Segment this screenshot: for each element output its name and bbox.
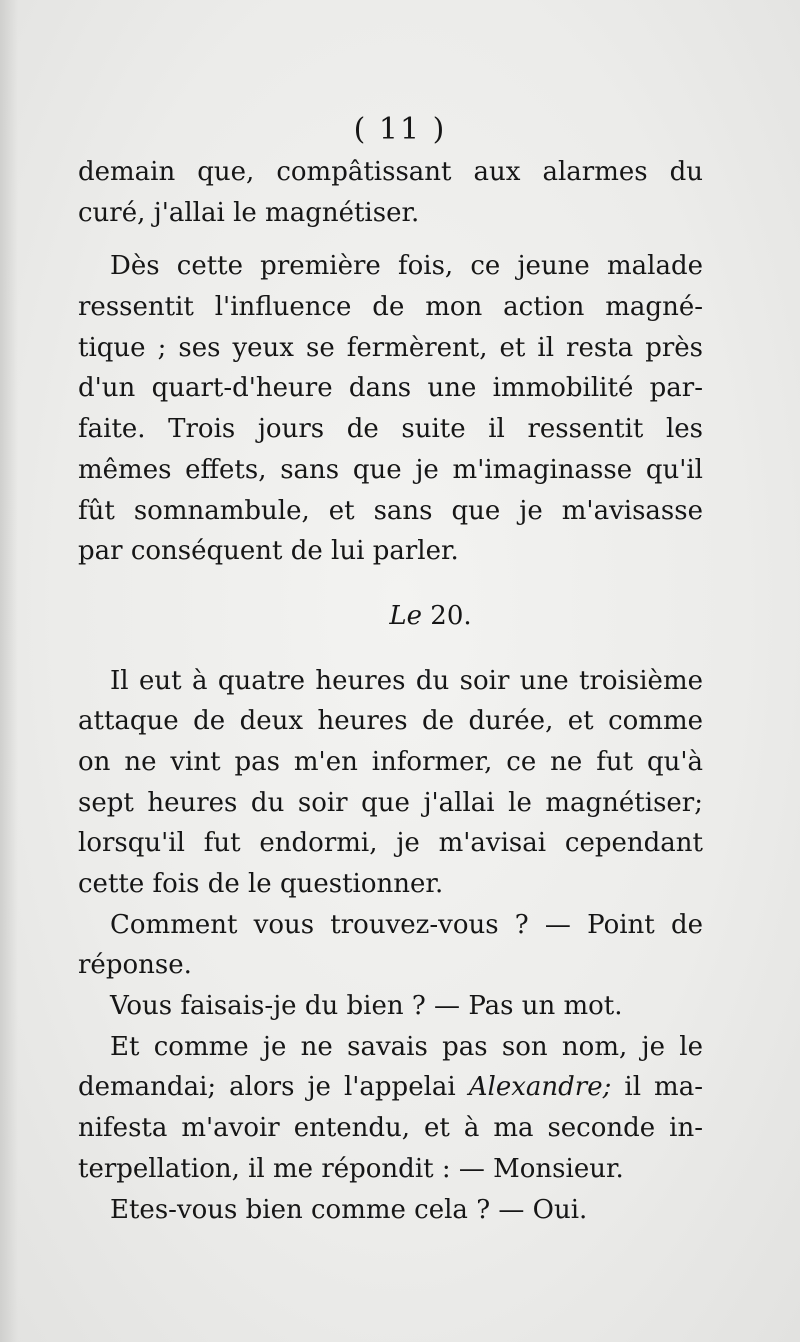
text-line (78, 1067, 703, 1108)
text-line: ressentit l'influence de mon action magné- (78, 292, 703, 323)
text-line: Vous faisais-je du bien ? — Pas un mot. (110, 991, 623, 1022)
text-line (78, 1027, 703, 1068)
page-gutter-shadow (0, 0, 18, 1342)
text-line: mêmes effets, sans que je m'imaginasse qu'il (78, 454, 703, 485)
page-number: ( 11 ) (353, 112, 447, 147)
text-line: cette fois de le questionner. (78, 869, 444, 899)
text-segment: nifesta m'avoir entendu, et à ma seconde in- (78, 1113, 703, 1144)
text-line: fût somnambule, et sans que je m'avisasse (78, 495, 703, 526)
text-segment: demandai; alors je l'appelai (78, 1072, 469, 1103)
text-line: sept heures du soir que j'allai le magnétiser; (78, 787, 703, 818)
text-line: attaque de deux heures de durée, et comme (78, 706, 703, 737)
text-line: lorsqu'il fut endormi, je m'avisai cependant (78, 828, 703, 859)
text-segment: terpellation, il me répondit : — Monsieur. (78, 1153, 624, 1184)
text-line: Comment vous trouvez-vous ? — Point de (110, 909, 703, 940)
text-line: Etes-vous bien comme cela ? — Oui. (110, 1194, 588, 1225)
italic-name: Alexandre; (468, 1072, 612, 1103)
text-line: Dès cette première fois, ce jeune malade (110, 251, 703, 282)
body-text (78, 152, 703, 1230)
text-line: on ne vint pas m'en informer, ce ne fut qu'à (78, 746, 703, 777)
text-line (78, 1108, 703, 1149)
text-line: réponse. (78, 950, 192, 981)
text-line (78, 1149, 703, 1190)
text-line: par conséquent de lui parler. (78, 536, 459, 567)
text-segment: Et comme je ne savais pas son nom, je le (110, 1031, 703, 1062)
text-segment: il ma- (611, 1072, 703, 1103)
text-line: d'un quart-d'heure dans une immobilité par- (78, 373, 703, 404)
text-line: curé, j'allai le magnétiser. (78, 197, 420, 228)
section-heading-number: 20. (430, 600, 472, 631)
text-line: demain que, compâtissant aux alarmes du (78, 157, 703, 187)
text-line: tique ; ses yeux se fermèrent, et il resta près (78, 332, 703, 363)
section-heading-italic: Le (389, 600, 423, 631)
text-line: Il eut à quatre heures du soir une troisième (110, 665, 703, 696)
text-line: faite. Trois jours de suite il ressentit les (78, 414, 703, 445)
section-heading (78, 596, 703, 637)
